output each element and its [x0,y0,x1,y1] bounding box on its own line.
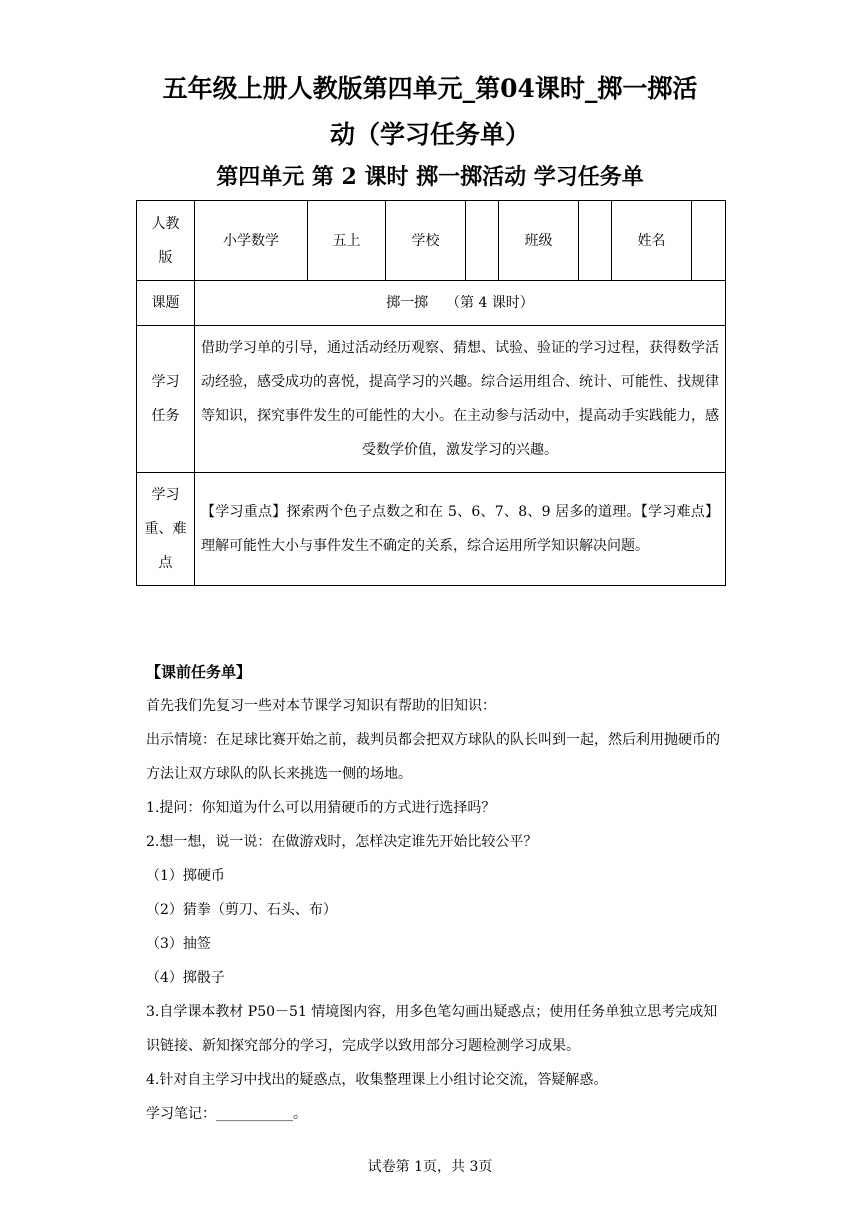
topic-label-cell: 课题 [137,281,195,326]
pre-task-line-8: （4）掷骰子 [146,970,225,986]
topic-value-cell: 掷一掷 （第 4 课时） [195,281,726,326]
school-value-cell[interactable] [466,201,499,281]
grade-cell: 五上 [308,201,386,281]
publisher-cell [137,201,195,281]
task-label: 学习任务 [151,374,180,424]
lesson-info-table [136,200,726,586]
keypoint-label-cell [137,473,195,586]
pre-task-line-4: 2.想一想，说一说：在做游戏时，怎样决定谁先开始比较公平？ [146,834,538,850]
task-label-cell [137,326,195,473]
pre-task-line-6: （2）猜拳（剪刀、石头、布） [146,902,337,918]
pre-task-line-7: （3）抽签 [146,936,211,952]
name-label-cell: 姓名 [612,201,692,281]
class-value-cell[interactable] [579,201,612,281]
document-title-line1: 五年级上册人教版第四单元_第04课时_掷一掷活 [162,74,698,103]
pre-task-section [146,655,726,1131]
table-row-keypoint [137,473,726,586]
task-text-cell: 借助学习单的引导，通过活动经历观察、猜想、试验、验证的学习过程，获得数学活动经验，感受成功的喜悦，提高学习的兴趣。综合运用组合、统计、可能性、找规律等知识，探究事件发生的可能性的大小。在主动参与活动中，提高动手实践能力，感受数学价值，激发学习的兴趣。 [195,326,726,473]
publisher-label: 人教版 [151,215,180,266]
pre-task-line-1: 首先我们先复习一些对本节课学习知识有帮助的旧知识： [146,698,496,714]
table-row-topic [137,281,726,326]
school-label-cell: 学校 [386,201,466,281]
pre-task-line-2: 出示情境：在足球比赛开始之前，裁判员都会把双方球队的队长叫到一起，然后利用抛硬币的方法让双方球队的队长来挑选一侧的场地。 [146,732,720,782]
page-footer: 试卷第 1页，共 3页 [367,1159,493,1175]
class-label-cell: 班级 [499,201,579,281]
pre-task-line-11: 学习笔记：___________。 [146,1106,307,1122]
document-title-line2: 动（学习任务单） [329,120,530,149]
pre-task-line-9: 3.自学课本教材 P50－51 情境图内容，用多色笔勾画出疑惑点；使用任务单独立思考完成知识链接、新知探究部分的学习，完成学以致用部分习题检测学习成果。 [146,1004,718,1054]
keypoint-label: 学习重、难点 [144,487,187,571]
pre-task-line-5: （1）掷硬币 [146,868,225,884]
worksheet-subtitle: 第四单元 第 2 课时 掷一掷活动 学习任务单 [216,164,644,190]
name-value-cell[interactable] [692,201,726,281]
table-row-task [137,326,726,473]
pre-task-line-3: 1.提问：你知道为什么可以用猜硬币的方式进行选择吗？ [146,800,496,816]
table-row-header [137,201,726,281]
pre-task-line-10: 4.针对自主学习中找出的疑惑点，收集整理课上小组讨论交流，答疑解惑。 [146,1072,608,1088]
pre-task-heading: 【课前任务单】 [146,663,252,681]
keypoint-text-cell: 【学习重点】探索两个色子点数之和在 5、6、7、8、9 居多的道理。【学习难点】理解可能性大小与事件发生不确定的关系，综合运用所学知识解决问题。 [195,473,726,586]
subject-cell: 小学数学 [195,201,308,281]
